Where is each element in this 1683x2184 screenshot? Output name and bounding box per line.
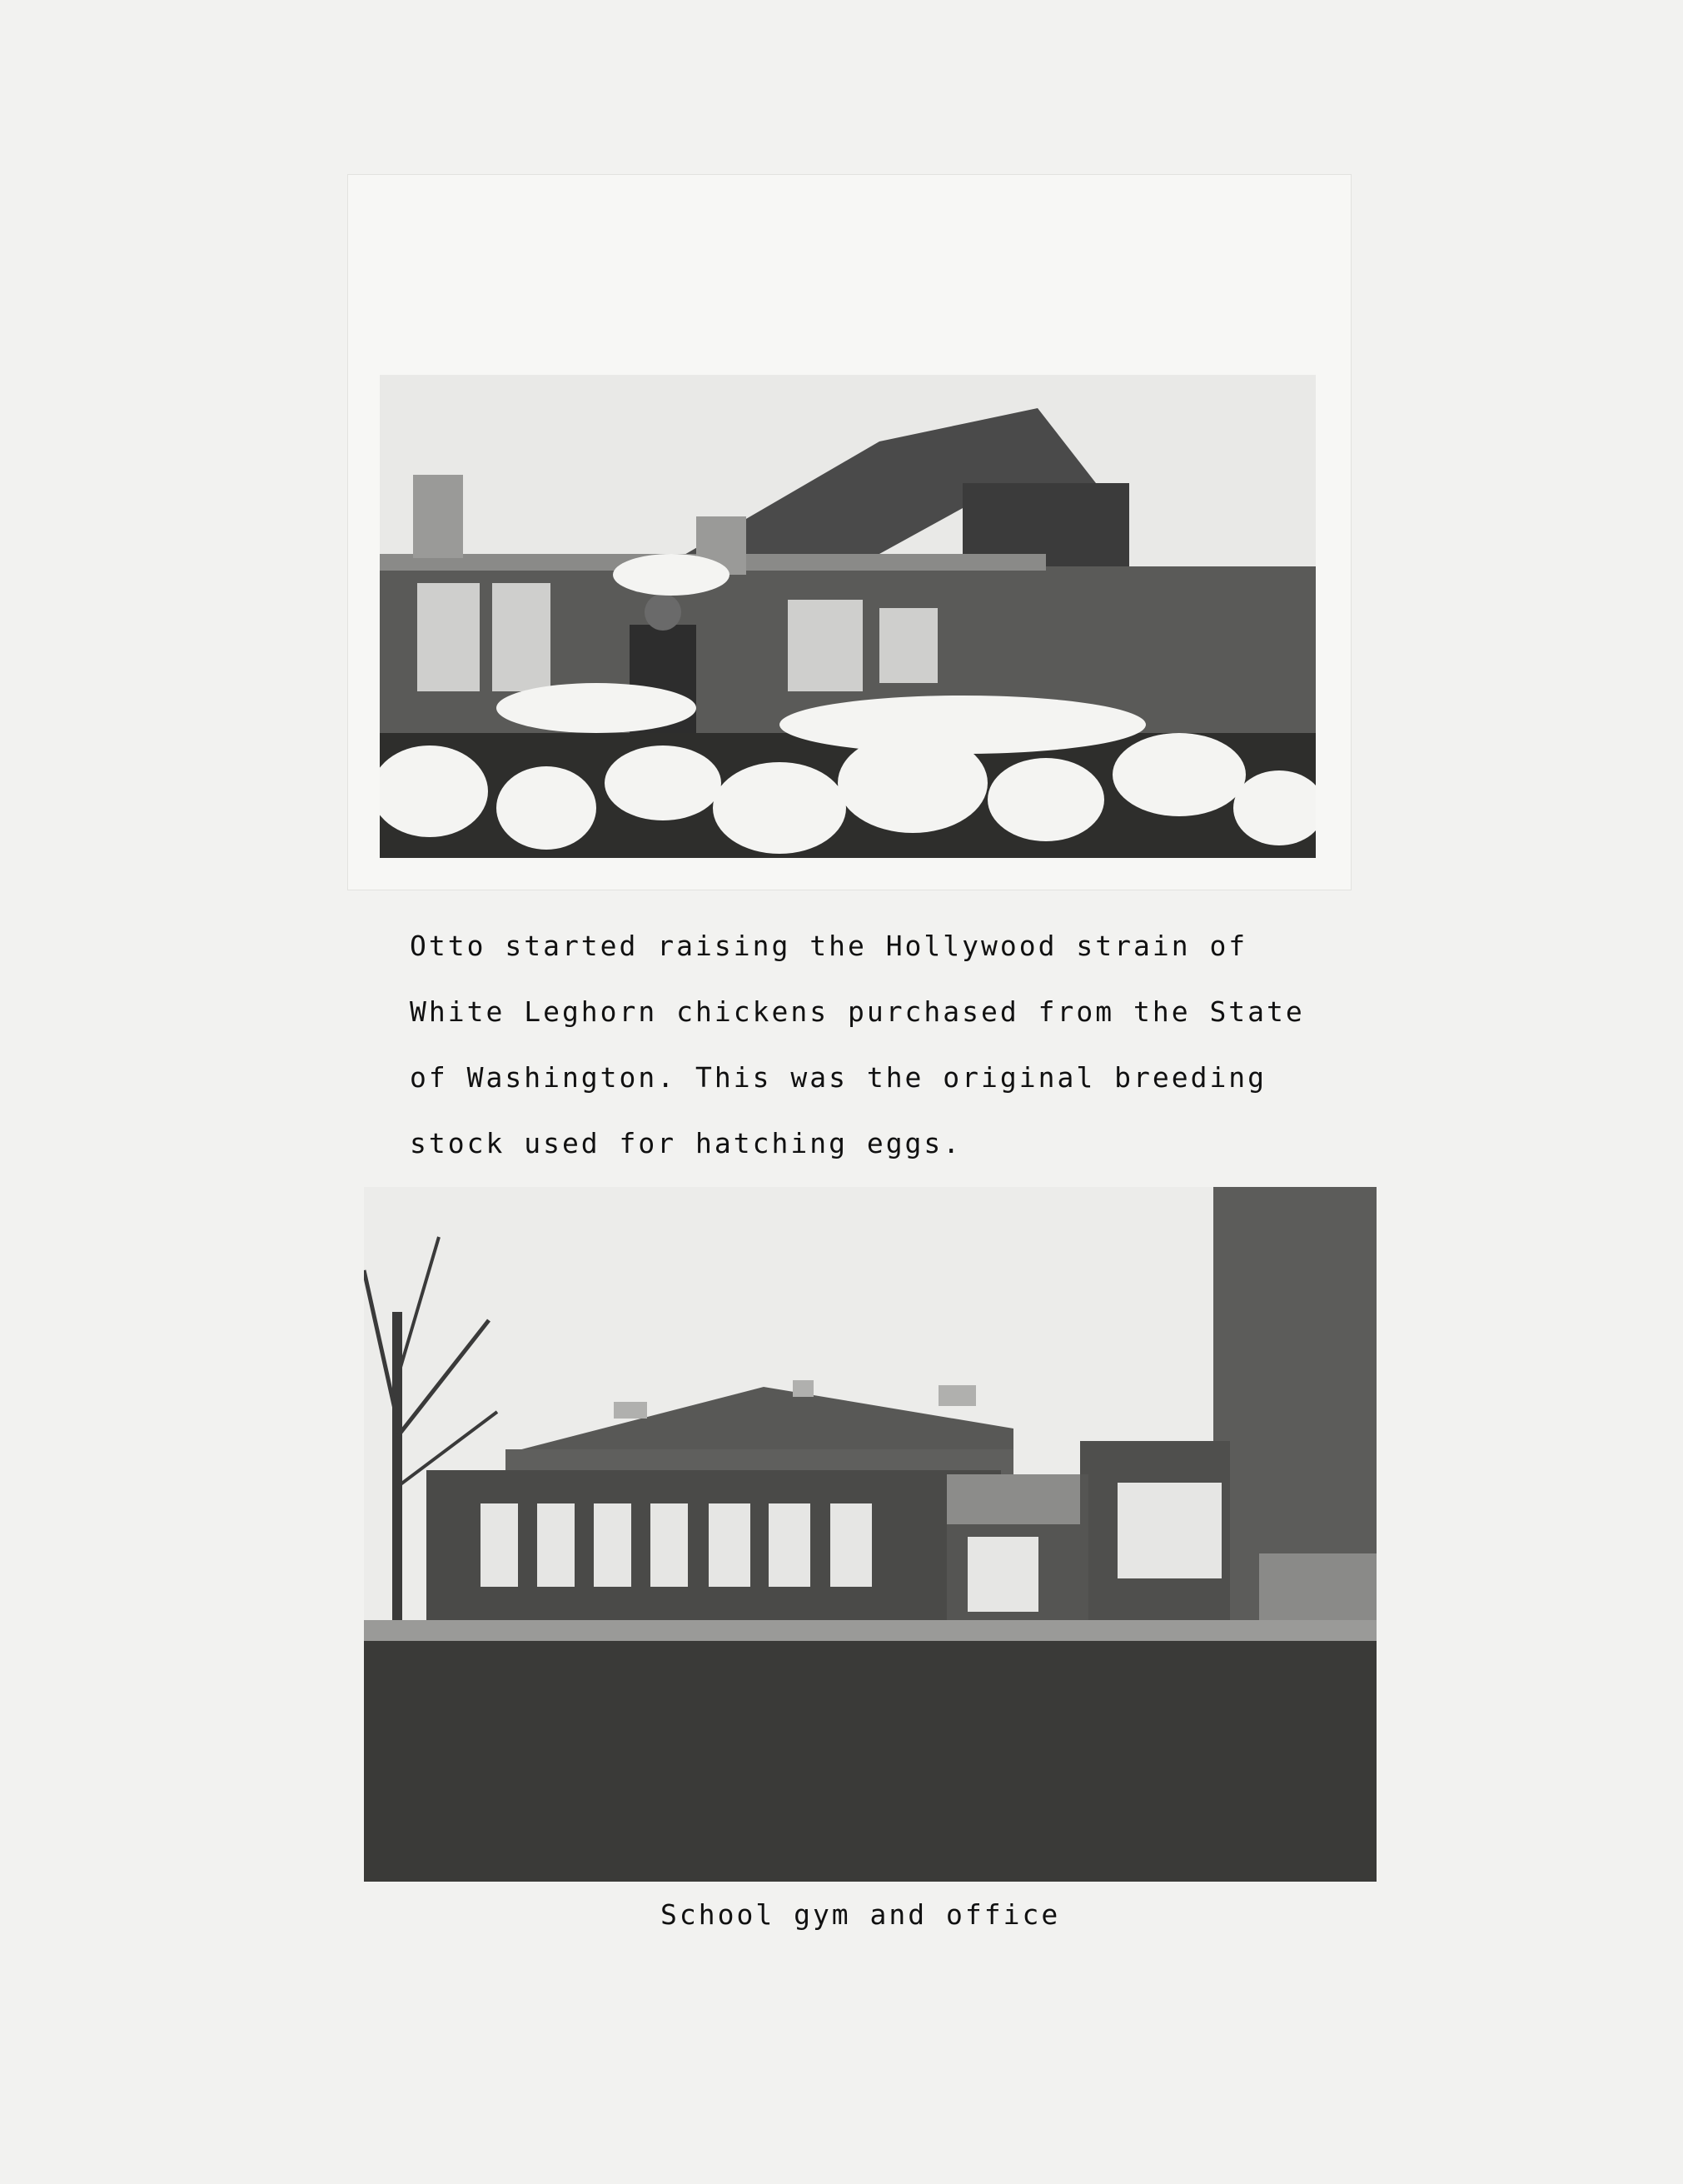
top-caption (410, 913, 1305, 1176)
school-gym-image (364, 1187, 1377, 1882)
school-gym-photo (364, 1187, 1377, 1882)
top-photo-mount (348, 175, 1351, 890)
bottom-caption: School gym and office (660, 1898, 1061, 1931)
caption-line: White Leghorn chickens purchased from the State (410, 995, 1305, 1028)
chicken-farm-image (380, 375, 1316, 858)
caption-line: of Washington. This was the original breeding (410, 1061, 1267, 1094)
caption-line: stock used for hatching eggs. (410, 1127, 963, 1159)
caption-line: Otto started raising the Hollywood strain of (410, 930, 1248, 962)
chicken-farm-photo (380, 375, 1316, 858)
